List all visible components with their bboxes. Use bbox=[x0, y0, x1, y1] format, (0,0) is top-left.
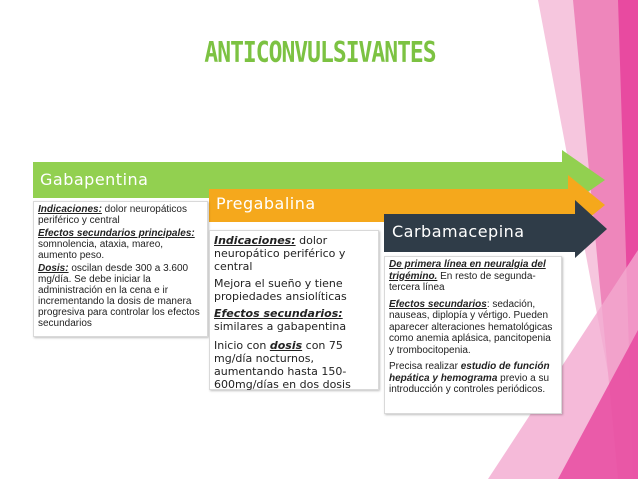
pregabalina-sueno: Mejora el sueño y tiene propiedades ansiolíticas bbox=[214, 277, 347, 303]
label-gabapentina: Gabapentina bbox=[40, 170, 149, 189]
estudios-text: previo a su introducción y controles periódicos. bbox=[389, 372, 550, 395]
indicaciones-label: Indicaciones: bbox=[214, 234, 296, 247]
dosis-label: dosis bbox=[269, 339, 303, 352]
indicaciones-text: dolor neuropáticos periférico y central bbox=[38, 204, 187, 226]
gabapentina-info-box bbox=[33, 201, 208, 337]
page-title: ANTICONVULSIVANTES bbox=[204, 36, 436, 70]
dosis-text: oscilan desde 300 a 3.600 mg/día. Se debe iniciar la administración en la cena e ir incrementando la dosis de manera progresiva para controlar los efectos secundarios bbox=[38, 263, 200, 329]
carbamacepina-efectos bbox=[389, 299, 557, 357]
dosis-label: Dosis: bbox=[38, 263, 69, 274]
pregabalina-efectos bbox=[214, 307, 374, 333]
gabapentina-efectos bbox=[38, 228, 203, 261]
pregabalina-info-box bbox=[209, 230, 379, 390]
indicaciones-label: Indicaciones: bbox=[38, 204, 102, 215]
indicacion-label: De primera línea en neuralgia del trigémino. bbox=[389, 259, 546, 282]
pregabalina-indicaciones bbox=[214, 234, 374, 273]
estudios-label: estudio de función hepática y hemograma bbox=[389, 361, 550, 384]
carbamacepina-info-box bbox=[384, 256, 562, 414]
label-carbamacepina: Carbamacepina bbox=[392, 222, 525, 241]
indicaciones-text: dolor neuropático periférico y central bbox=[214, 234, 346, 273]
efectos-label: Efectos secundarios bbox=[389, 298, 487, 310]
efectos-text: similares a gabapentina bbox=[214, 320, 347, 333]
gabapentina-indicaciones bbox=[38, 204, 203, 226]
efectos-label: Efectos secundarios principales: bbox=[38, 228, 195, 239]
carbamacepina-estudios bbox=[389, 361, 557, 396]
gabapentina-dosis bbox=[38, 263, 203, 329]
dosis-text: con 75 mg/día nocturnos, aumentando hasta 150-600mg/días en dos dosis bbox=[214, 339, 351, 391]
dosis-pre: Inicio con bbox=[214, 339, 270, 352]
pregabalina-dosis bbox=[214, 339, 374, 391]
carbamacepina-indicacion bbox=[389, 259, 557, 294]
efectos-text: somnolencia, ataxia, mareo, aumento peso. bbox=[38, 239, 164, 261]
label-pregabalina: Pregabalina bbox=[216, 194, 316, 213]
efectos-label: Efectos secundarios: bbox=[214, 307, 343, 320]
efectos-text: : sedación, nauseas, diplopía y vértigo. Pueden aparecer alteraciones hematológicas como anemia aplásica, pancitopenia y trombocitopenia. bbox=[389, 298, 553, 356]
estudios-pre: Precisa realizar bbox=[389, 361, 461, 372]
indicacion-text: En resto de segunda-tercera línea bbox=[389, 270, 536, 293]
